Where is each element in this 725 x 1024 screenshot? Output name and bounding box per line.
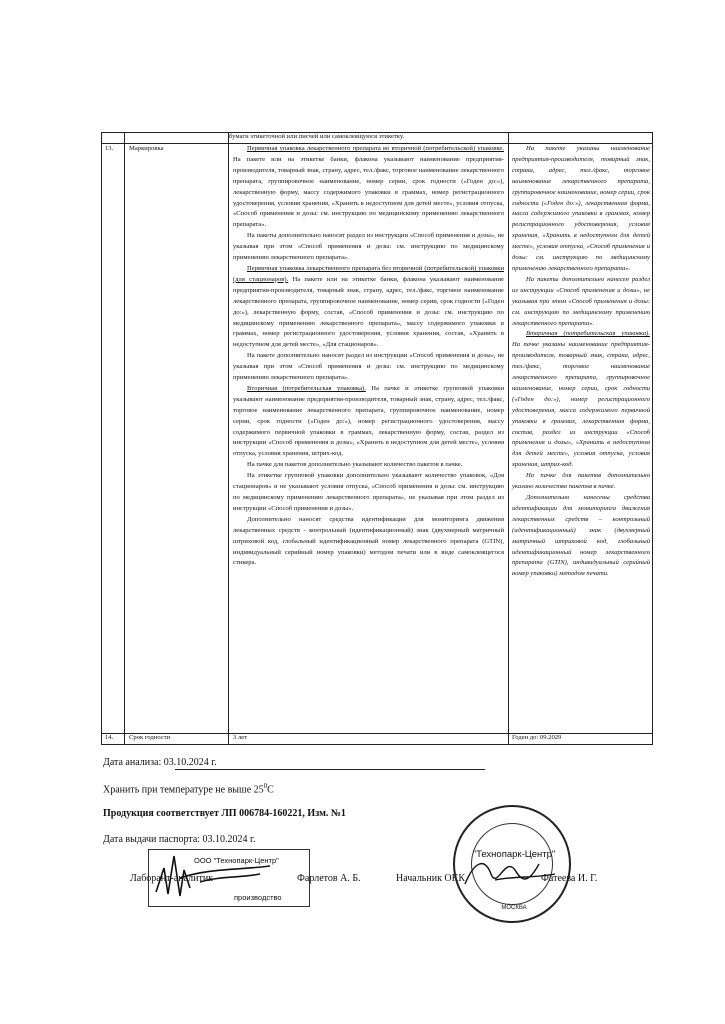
table-top-row-text: бумаги этикеточной или писчей или самоклеящуюся этикетку. xyxy=(229,133,405,140)
row-14-expiry: Годен до: 09.2029 xyxy=(512,734,562,741)
row-13-marking-text xyxy=(233,144,504,569)
head-qc-name: Фатеева И. Г. xyxy=(541,873,598,884)
marking-paragraph xyxy=(512,471,650,493)
marking-paragraph xyxy=(233,231,504,264)
row-13-marking-result xyxy=(512,144,650,580)
marking-paragraph-text: На пачке указаны наименование предприятия-производителя, товарный знак, страна, адрес, тел./факс, торговое наименование лекарственного препарата, группировочное наименование, номер серии, срок годности («Годен до:»), номер регистрационного удостоверения, масса содержимого первичной упаковки в граммах, лекарственная форма, состав, раздел из инструкции «Способ применения и дозы», «Хранить в недоступном для детей месте», условия отпуска, условия хранения, штрих-код. xyxy=(512,341,650,469)
certificate-table xyxy=(101,132,653,745)
marking-paragraph-text: На пачке для пакетов дополнительно указано количество пакетов в пачке. xyxy=(512,472,650,491)
marking-paragraph xyxy=(512,275,650,330)
row-13-number: 13. xyxy=(105,145,114,152)
marking-paragraph-heading: Первичная упаковка лекарственного препарата во вторичной (потребительской) упаковке. xyxy=(247,145,504,152)
marking-paragraph xyxy=(233,515,504,570)
head-qc-signature-icon xyxy=(455,850,565,900)
marking-paragraph xyxy=(233,384,504,460)
marking-paragraph-heading: Вторичная (потребительская упаковка). xyxy=(526,330,650,338)
rect-stamp-department: производство xyxy=(234,893,282,902)
marking-paragraph xyxy=(233,351,504,384)
row-14-shelf-life: 3 лет xyxy=(233,734,248,741)
marking-paragraph xyxy=(512,493,650,580)
round-stamp-company: "Технопарк-Центр" xyxy=(472,849,556,860)
marking-paragraph-text: На этикетке групповой упаковки дополнительно указывают количество упаковок, «Для стационаров» и не указывают условия отпуска, «Способ применения и дозы: см. инструкцию по медицинскому применению лекарственного препарата», не указывая при этом раздел из инструкции «Способ применения и дозы». xyxy=(233,472,504,512)
marking-paragraph xyxy=(233,264,504,351)
head-qc-label: Начальник ОКК xyxy=(396,873,465,884)
storage-unit: С xyxy=(267,784,274,796)
marking-paragraph-text: На пакете или на этикетке банки, флакона указывают наименование предприятия-производителя, товарный знак, страну, адрес, тел./факс, торговое наименование лекарственного препарата, группировочное наименование, номер серии, срок годности («Годен до:»), лекарственную форму, массу содержимого упаковки в граммах, номер регистрационного удостоверения, условия хранения, «Хранить в недоступном для детей месте», условия отпуска, «Способ применения и дозы: см. инструкцию по медицинскому применению лекарственного препарата». xyxy=(233,155,504,229)
marking-paragraph xyxy=(233,460,504,471)
marking-paragraph xyxy=(233,144,504,231)
round-stamp-city: МОСКВА xyxy=(501,905,527,911)
marking-paragraph-heading: Первичная упаковка лекарственного препарата без вторичной (потребительской) упаковки (для стационаров). xyxy=(233,264,504,283)
marking-paragraph-heading: Вторичная (потребительская упаковка). xyxy=(247,384,366,392)
marking-paragraph xyxy=(233,471,504,515)
marking-paragraph-text: На пакете указаны наименование предприятия-производителя, товарный знак, страна, адрес, тел./факс, торговое наименование лекарственного препарата, группировочное наименование, номер серии, срок годности («Годен до:»), лекарственная форма, масса содержимого упаковки в граммах, номер регистрационного удостоверения, условия хранения, «Хранить в недоступном для детей месте», условия отпуска, «Способ применения и дозы: см. инструкцию по медицинскому применению лекарственного препарата». xyxy=(512,145,650,272)
analysis-date-underline xyxy=(175,769,485,770)
lab-analyst-name: Фарлетов А. Б. xyxy=(297,873,361,884)
marking-paragraph-text: На пачке и этикетке групповой упаковки указывают наименование предприятия-производителя, товарный знак, страну, адрес, тел./факс, торговое наименование лекарственного препарата, группировочное наименование, номер серии, срок годности («Годен до:»), номер регистрационного удостоверения, массу содержимого первичной упаковки в граммах, лекарственную форму, состав, раздел из инструкции «Способ применения и дозы», «Хранить в недоступном для детей месте», условия отпуска, условия хранения, штрих-код. xyxy=(233,384,505,458)
marking-paragraph xyxy=(512,144,650,275)
conformity-statement: Продукция соответствует ЛП 006784-160221, Изм. №1 xyxy=(103,808,346,819)
row-13-name: Маркировка xyxy=(129,145,164,152)
marking-paragraph-text: На пакеты дополнительно нанесен раздел из инструкции «Способ применения и дозы», не указывая при этом «Способ применения и дозы: см. инструкцию по медицинскому применению лекарственного препарата». xyxy=(512,275,650,327)
rect-stamp-company: ООО "Технопарк-Центр" xyxy=(194,856,279,865)
row-14-number: 14. xyxy=(105,734,114,741)
marking-paragraph-text: На пакете дополнительно наносят раздел из инструкции «Способ применения и дозы», не указывая при этом «Способ применения и дозы: см. инструкцию по медицинскому применению лекарственного препарата». xyxy=(233,352,504,382)
marking-paragraph xyxy=(512,329,650,471)
marking-paragraph-text: На пакеты дополнительно наносят раздел из инструкции «Способ применения и дозы», не указывая при этом «Способ применения и дозы: см. инструкцию по медицинскому применению лекарственного препарата». xyxy=(233,232,504,262)
row-14-name: Срок годности xyxy=(129,734,171,741)
storage-degree: 0 xyxy=(263,782,268,790)
marking-paragraph-text: Дополнительно наносят средства идентификации для мониторинга движения лекарственных средств - контрольный (идентификационный) знак (двухмерный матричный штриховой код, глобальный идентификационный номер лекарственного препарата (GTIN), индивидуальный серийный номер упаковки) методом печати или в виде самоклеящегося стикера. xyxy=(233,515,504,567)
lab-analyst-signature-icon xyxy=(150,848,280,910)
storage-text: Хранить при температуре не выше 25 xyxy=(103,784,264,796)
marking-paragraph-text: Дополнительно нанесены средства идентификации для мониторинга движения лекарственных средств – контрольный (идентификационный) знак (двухмерный матричный штриховой код, глобальный идентификационный номер лекарственного препарата (GTIN), индивидуальный серийный номер упаковки) методом печати. xyxy=(512,494,650,578)
analysis-date: Дата анализа: 03.10.2024 г. xyxy=(103,757,217,768)
storage-condition xyxy=(103,782,274,795)
marking-paragraph-text: На пакете или на этикетке банки, флакона указывают наименование предприятия-производителя, товарный знак, страну, адрес, тел./факс, торговое наименование лекарственного препарата, группировочное наименование, номер серии, срок годности («Годен до:»), лекарственную форму, состав, «Способ применения и дозы: см. инструкцию по медицинскому применению лекарственного препарата», массу содержимого упаковки в граммах, номер регистрационного удостоверения, условия хранения, состав, «Хранить в недоступном для детей месте», «Для стационаров». xyxy=(233,275,504,349)
lab-analyst-label: Лаборант-аналитик xyxy=(130,873,214,884)
marking-paragraph-text: На пачке для пакетов дополнительно указывают количество пакетов в пачке. xyxy=(247,461,463,469)
issue-date: Дата выдачи паспорта: 03.10.2024 г. xyxy=(103,834,256,845)
